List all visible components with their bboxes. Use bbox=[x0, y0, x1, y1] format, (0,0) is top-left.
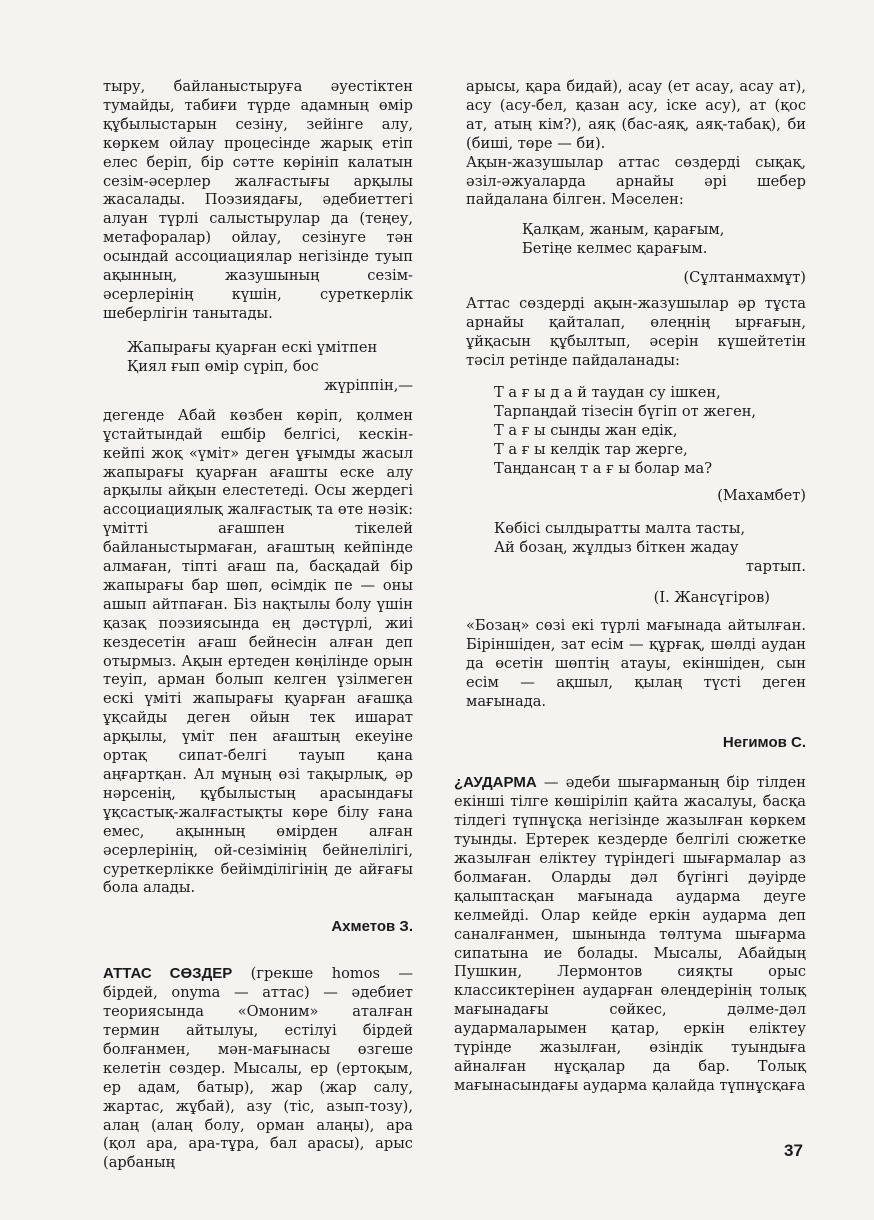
verse-abai bbox=[127, 338, 413, 395]
verse-attribution: (І. Жансүгіров) bbox=[653, 588, 770, 606]
verse-line: жүріппін,— bbox=[324, 376, 413, 394]
paragraph: Аттас сөздерді ақын-жазушылар әр тұста арнайы қайталап, өлеңнің ырғағын, ұйқасын құбылтып, әсерін күшейтетін тәсіл ретінде пайдаланады: bbox=[466, 295, 806, 370]
entry-audarma bbox=[454, 774, 806, 1095]
verse-line: Жапырағы қуарған ескі үмітпен bbox=[127, 338, 378, 356]
paragraph: арысы, қара бидай), асау (ет асау, асау ат), асу (асу-бел, қазан асу, іске асу), ат (қос ат, атың кім?), аяқ (бас-аяқ, аяқ-табақ), би (биші, төре — би). bbox=[466, 78, 806, 152]
right-column bbox=[454, 78, 806, 1096]
entry-attas-sozder bbox=[103, 965, 413, 1173]
verse-line: Қиял ғып өмір сүріп, бос bbox=[127, 357, 319, 375]
verse-line: Ай бозаң, жұлдыз біткен жадау bbox=[494, 538, 739, 556]
verse-line: Көбісі сылдыратты малта тасты, bbox=[494, 519, 746, 537]
verse-line: Тарпаңдай тізесін бүгіп от жеген, bbox=[494, 402, 757, 420]
paragraph: «Бозаң» сөзі екі түрлі мағынада айтылған. Біріншіден, зат есім — құрғақ, шөлді аудан да өсетін шөптің атауы, екіншіден, сын есім — ақшыл, қылаң түсті деген мағынада. bbox=[466, 616, 806, 710]
verse-line: Қалқам, жаным, қарағым, bbox=[522, 221, 725, 239]
entry-body: — әдеби шығарманың бір тілден екінші тілге көшіріліп қайта жасалуы, басқа тілдегі түпнұсқа негізінде жазылған көркем туынды. Ертерек кездерде белгілі сюжетке жазылған еліктеу түріндегі шығармалар аз болмаған. Оларды дәл бүгінгі дәуірде қалыптасқан мағынада аударма деуге келмейді. Олар кейде еркін аударма деп саналғанмен, шынында төлтума шығарма сипатына ие болады. Мысалы, Абайдың Пушкин, Лермонтов сияқты орыс классиктерінен аударған өлеңдерінің толық мағынадағы сөйкес, дәлме-дәл аудармаларымен қатар, еркін еліктеу түрінде жазылған, өзіндік туындыға айналған нұсқалар да бар. Толық мағынасындағы аударма қалайда түпнұсқаға bbox=[454, 774, 806, 1094]
author-signature: Негимов С. bbox=[722, 733, 806, 751]
verse-attribution: (Сұлтанмахмұт) bbox=[683, 269, 806, 287]
paragraph: тыру, байланыстыруға әуестіктен тумайды, табиғи түрде адамның өмір құбылыстарын сезіну, зейінге алу, көркем ойлау процесінде жарық етіп елес беріп, бір сәтте көрініп калатын сезім-әсерлер жалғастығы арқылы жасалады. Поэзиядағы, әдебиеттегі алуан түрлі салыстырулар да (теңеу, метафоралар) ойлау, сезінуге тән осындай ассоциациялар негізінде туып ақынның, жазушының сезім-әсерлерінің күшін, суреткерлік шеберлігін танытады. bbox=[103, 78, 413, 322]
verse-attribution: (Махамбет) bbox=[717, 486, 806, 504]
verse-line: Бетіңе келмес қарағым. bbox=[522, 240, 708, 258]
verse-line: Т а ғ ы сынды жан едік, bbox=[494, 421, 678, 439]
left-column bbox=[103, 78, 413, 1173]
paragraph: дегенде Абай көзбен көріп, қолмен ұстайтындай ешбір белгісі, кескін-кейпі жоқ «үміт» деген ұғымды жасыл жапырағы қуарған ағашты еске алу арқылы айқын елестетеді. Осы жердегі ассоциациялық жалғастық та өте нәзік: үмітті ағашпен тікелей байланыстырмаған, ағаштың кейпінде алмаған, тіпті ағаш па, басқадай бір жапырағы бар шөп, өсімдік пе — оны ашып айтпаған. Біз нақтылы болу үшін қазақ поэзиясында ең дәстүрлі, жиі кездесетін ағаш бейнесін алған деп отырмыз. Ақын ертеден көңілінде орын теуіп, арман болып келген үзілмеген ескі үміті жапырағы қуарған ағашқа ұқсайды деген ойын тек ишарат арқылы, үміт пен ағаштың екеуіне ортақ сипат-белгі тауып қана аңғартқан. Ал мұның өзі тақырлық, әр нәрсенің, құбылыстың арасындағы ұқсастық-жалғастықты көре білу ғана емес, ақынның өмірден алған әсерлерінің, ой-сезімінің бейнелілігі, суреткерлікке бейімділігінің де айғағы бола алады. bbox=[103, 406, 413, 897]
author-signature: Ахметов З. bbox=[331, 918, 413, 936]
verse-zhansugirov bbox=[494, 519, 806, 576]
paragraph: Ақын-жазушылар аттас сөздерді сықақ, әзіл-әжуаларда арнайы әрі шебер пайдалана білген. Мәселен: bbox=[466, 153, 806, 209]
entry-term: ¿АУДАРМА bbox=[454, 774, 537, 792]
verse-makhambet bbox=[494, 383, 806, 478]
page-number: 37 bbox=[784, 1141, 803, 1160]
verse-line: тартып. bbox=[745, 557, 806, 575]
verse-sultanmakhmut bbox=[522, 220, 806, 258]
entry-body: (грекше homos — бірдей, onyma — аттас) — әдебиет теориясында «Омоним» аталған термин айтылуы, естілуі бірдей болғанмен, мән-мағынасы өзгеше келетін сөздер. Мысалы, ер (ертоқым, ер адам, батыр), жар (жар салу, жартас, жұбай), азу (тіс, азып-тозу), алаң (алаң болу, орман алаңы), ара (қол ара, ара-тұра, бал арасы), арыс (арбаның bbox=[103, 965, 413, 1172]
verse-line: Т а ғ ы келдік тар жерге, bbox=[494, 440, 688, 458]
verse-line: Т а ғ ы д а й таудан су ішкен, bbox=[494, 383, 721, 401]
verse-line: Таңдансаң т а ғ ы болар ма? bbox=[494, 459, 713, 477]
entry-term: АТТАС СӨЗДЕР bbox=[103, 965, 233, 983]
